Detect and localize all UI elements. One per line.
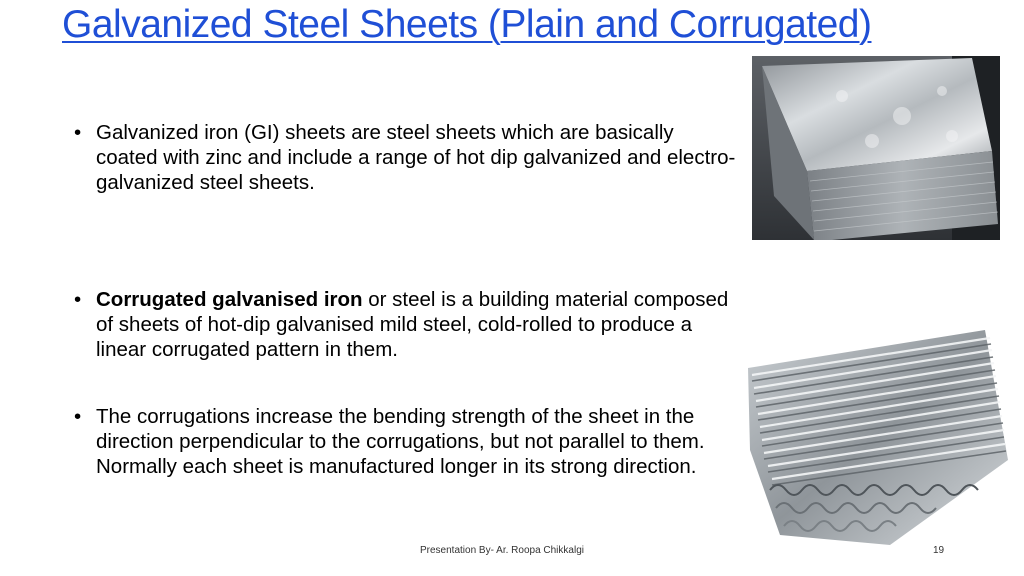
bullet-marker: •	[74, 121, 82, 144]
bullet-item	[74, 404, 746, 479]
bullet-item	[74, 287, 736, 362]
bullet-bold-term: Corrugated galvanised iron	[96, 288, 363, 311]
plain-galvanized-sheet-stack-image	[752, 56, 1000, 240]
slide-title: Galvanized Steel Sheets (Plain and Corrugated)	[62, 3, 872, 46]
bullet-text: or steel is a building material composed of sheets of hot-dip galvanised mild steel, cold-rolled to produce a linear corrugated pattern in them.	[96, 288, 729, 361]
page-number: 19	[933, 545, 945, 556]
bullet-text: The corrugations increase the bending strength of the sheet in the direction perpendicular to the corrugations, but not parallel to them. Normally each sheet is manufactured longer in its strong direction.	[96, 405, 705, 478]
bullet-marker: •	[74, 288, 82, 311]
corrugated-galvanized-sheet-image	[740, 330, 1010, 545]
bullet-text: Galvanized iron (GI) sheets are steel sheets which are basically coated with zinc and include a range of hot dip galvanized and electro-galvanized steel sheets.	[96, 121, 736, 194]
slide-footer	[0, 544, 1024, 562]
footer-presenter: Presentation By- Ar. Roopa Chikkalgi	[420, 545, 584, 556]
bullet-marker: •	[74, 405, 82, 428]
bullet-item	[74, 120, 736, 195]
